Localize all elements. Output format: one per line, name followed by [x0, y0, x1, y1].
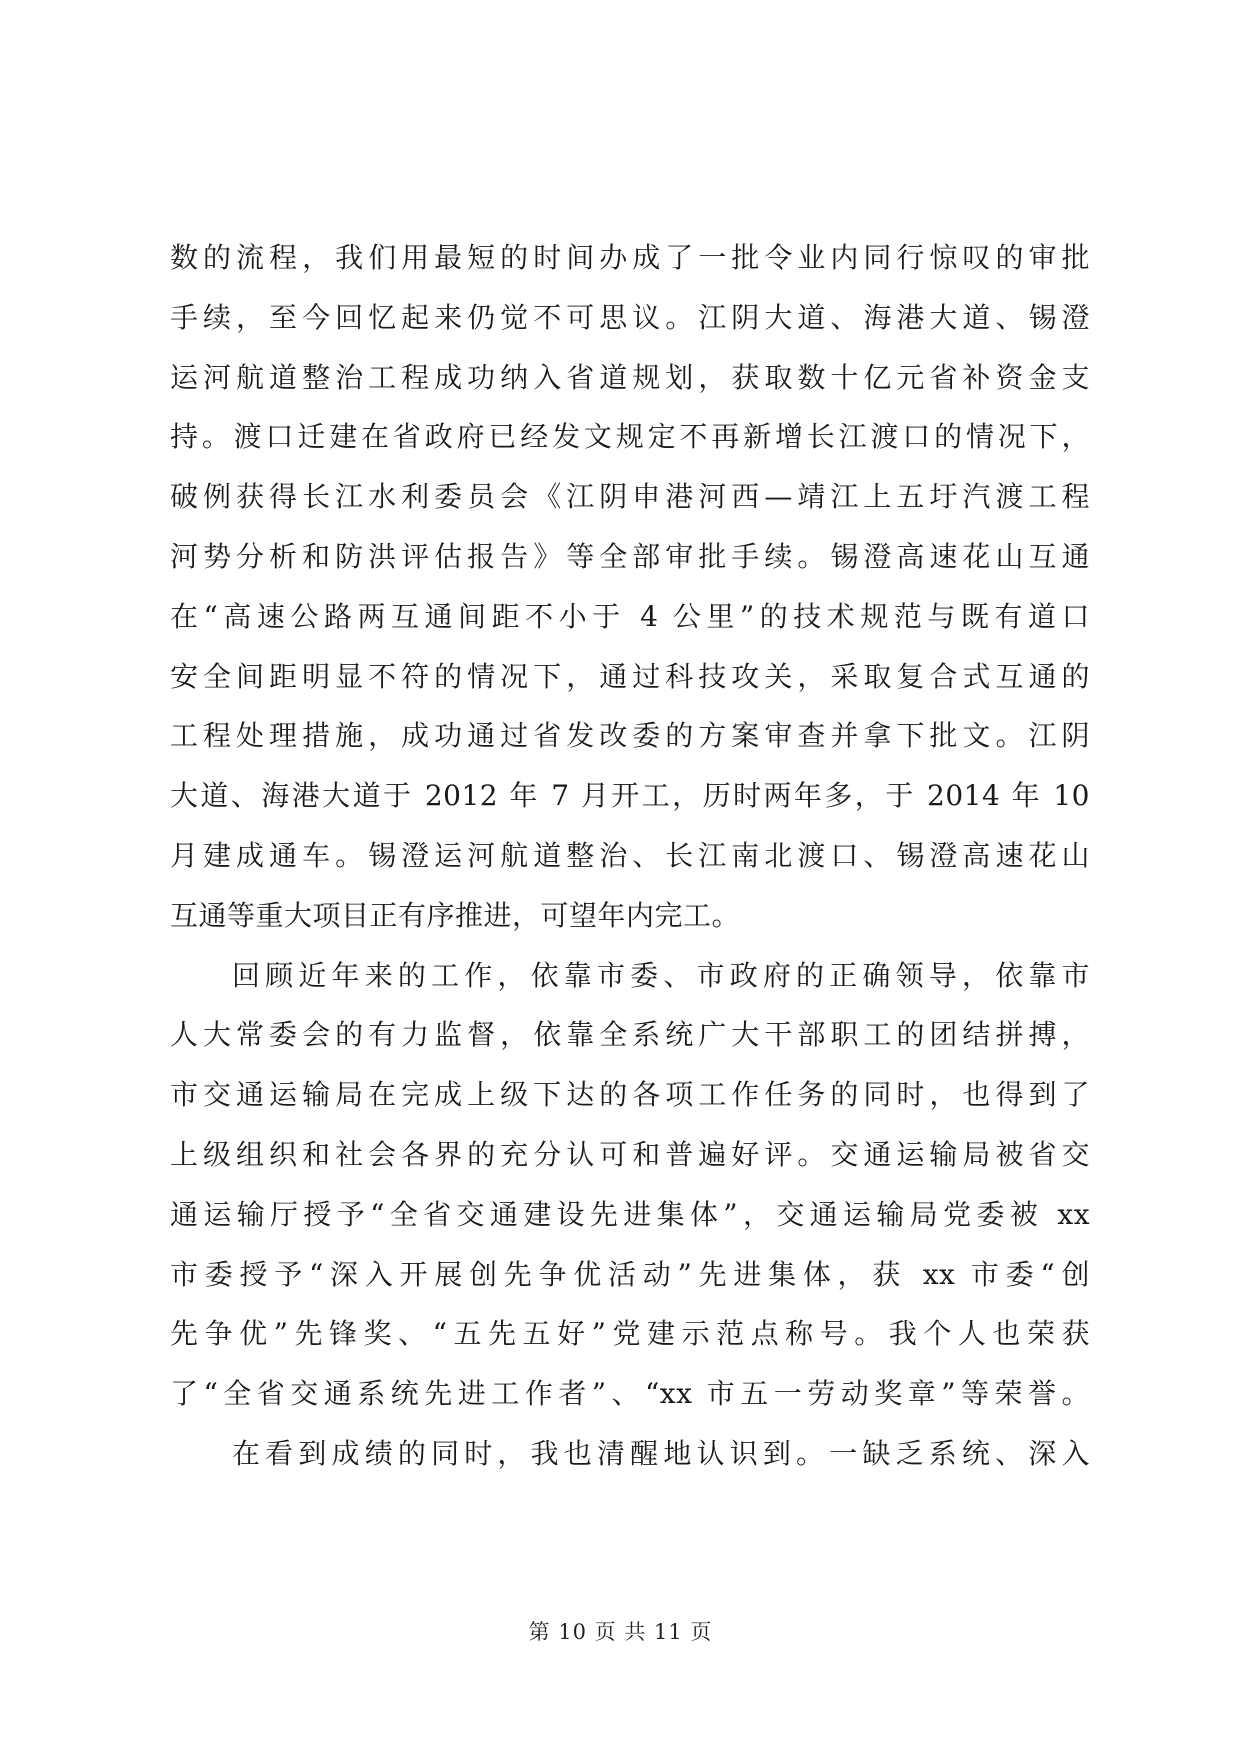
paragraph-first-line: 在看到成绩的同时，我也清醒地认识到。一缺乏系统、深入	[232, 1436, 1090, 1470]
text-line: 安全间距明显不符的情况下，通过科技攻关，采取复合式互通的	[170, 659, 1090, 693]
text-line: 互通等重大项目正有序推进，可望年内完工。	[170, 898, 741, 932]
text-line: 数的流程，我们用最短的时间办成了一批令业内同行惊叹的审批	[170, 241, 1090, 274]
text-line: 人大常委会的有力监督，依靠全系统广大干部职工的团结拼搏，	[170, 1018, 1090, 1052]
paragraph-first-line: 回顾近年来的工作，依靠市委、市政府的正确领导，依靠市	[232, 958, 1090, 992]
text-line: 了“全省交通系统先进工作者”、“xx 市五一劳动奖章”等荣誉。	[170, 1377, 1090, 1411]
text-line: 月建成通车。锡澄运河航道整治、长江南北渡口、锡澄高速花山	[170, 838, 1090, 872]
text-line: 在“高速公路两互通间距不小于 4 公里”的技术规范与既有道口	[170, 599, 1090, 633]
text-line: 先争优”先锋奖、“五先五好”党建示范点称号。我个人也荣获	[170, 1317, 1090, 1351]
text-line: 运河航道整治工程成功纳入省道规划，获取数十亿元省补资金支	[170, 360, 1090, 394]
text-line: 市交通运输局在完成上级下达的各项工作任务的同时，也得到了	[170, 1078, 1090, 1112]
text-line: 上级组织和社会各界的充分认可和普遍好评。交通运输局被省交	[170, 1137, 1090, 1171]
text-line: 河势分析和防洪评估报告》等全部审批手续。锡澄高速花山互通	[170, 539, 1090, 573]
text-line: 大道、海港大道于 2012 年 7 月开工，历时两年多，于 2014 年 10	[170, 779, 1090, 813]
text-line: 市委授予“深入开展创先争优活动”先进集体，获 xx 市委“创	[170, 1257, 1090, 1291]
text-line: 持。渡口迁建在省政府已经发文规定不再新增长江渡口的情况下，	[170, 420, 1090, 454]
text-line: 手续，至今回忆起来仍觉不可思议。江阴大道、海港大道、锡澄	[170, 300, 1090, 334]
body-text	[170, 228, 1090, 1484]
text-line: 破例获得长江水利委员会《江阴申港河西—靖江上五圩汽渡工程	[170, 480, 1090, 514]
page-footer: 第 10 页 共 11 页	[528, 1620, 713, 1644]
text-line: 通运输厅授予“全省交通建设先进集体”，交通运输局党委被 xx	[170, 1197, 1090, 1231]
text-line: 工程处理措施，成功通过省发改委的方案审查并拿下批文。江阴	[170, 719, 1090, 753]
